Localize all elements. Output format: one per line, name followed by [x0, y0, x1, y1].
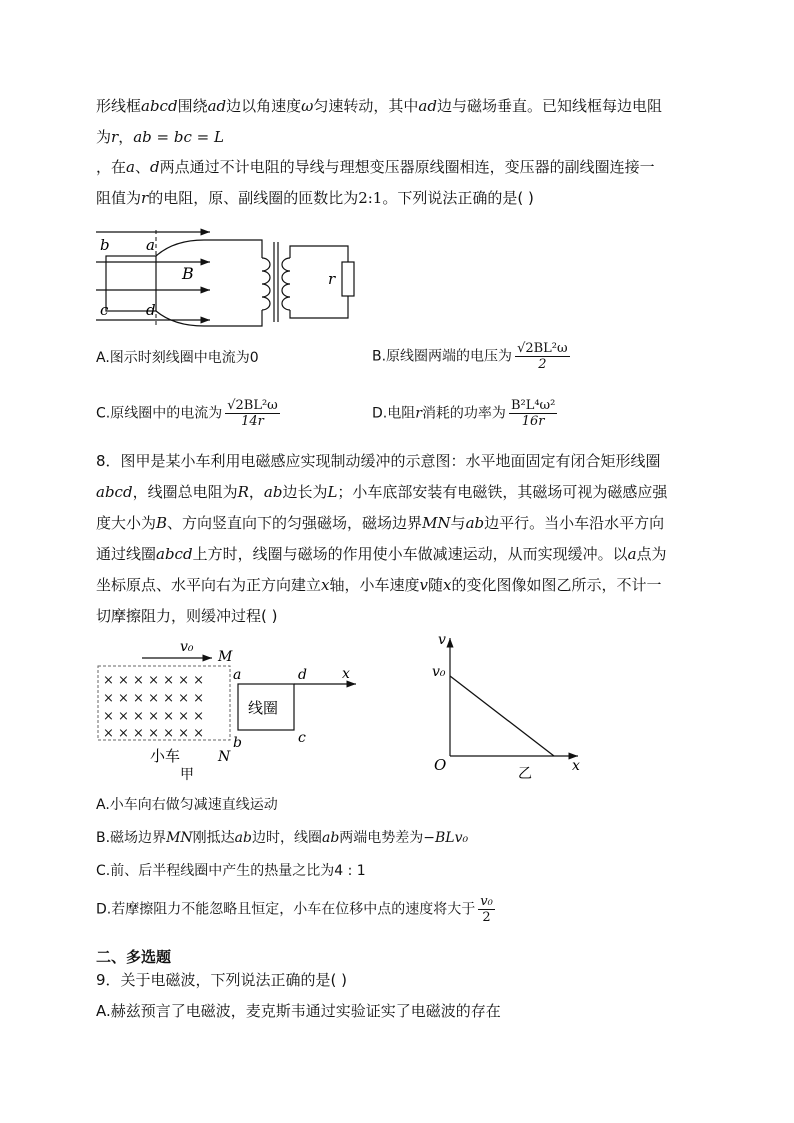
label-B: B: [182, 264, 194, 283]
q8-math: L: [327, 483, 338, 501]
q7-math: 2:1: [358, 189, 383, 207]
q7-math: r: [111, 128, 119, 146]
q9-option-a: [96, 1001, 501, 1021]
fraction-numerator: √2BL²ω: [227, 398, 278, 413]
fraction: [515, 341, 570, 372]
q8-math: abcd: [156, 545, 193, 563]
q8-line-3: [96, 513, 664, 533]
lead-wire-top: [156, 240, 262, 258]
q8-text: ，线圈总电阻为: [132, 483, 238, 501]
q7-text: 的电阻，原、副线圈的匝数比为: [148, 189, 359, 207]
q8-text: 度大小为: [96, 514, 157, 532]
q7-line-1: [96, 96, 662, 116]
fraction: [478, 894, 495, 925]
q8-text: 边平行。当小车沿水平方向: [484, 514, 665, 532]
q7-text: ，在: [96, 158, 127, 176]
label-coil: 线圈: [248, 699, 279, 717]
q8-text: 坐标原点、水平向右为正方向建立: [96, 576, 322, 594]
fraction-numerator: √2BL²ω: [517, 341, 568, 356]
q8-text: 边长为: [282, 483, 328, 501]
fraction-denominator: 16r: [521, 414, 545, 429]
q7-text: 边与磁场垂直。已知线框每边电阻: [436, 97, 662, 115]
fraction-numerator: B²L⁴ω²: [510, 398, 556, 413]
option-text: B.原线圈两端的电压为: [372, 348, 513, 365]
label-c: c: [298, 730, 306, 746]
option-text: C.前、后半程线圈中产生的热量之比为4 : 1: [96, 863, 366, 879]
q7-text: 两点通过不计电阻的导线与理想变压器原线圈相连，变压器的副线圈连接一: [159, 158, 655, 176]
fraction: [509, 398, 557, 429]
label-d: d: [298, 667, 307, 683]
q7-math: r: [141, 189, 149, 207]
option-math: r: [415, 405, 422, 422]
q8-option-c: [96, 861, 366, 881]
label-a: a: [233, 667, 242, 683]
q7-math: ab = bc = L: [133, 128, 224, 146]
q7-line-4: [96, 188, 534, 208]
label-c: c: [100, 301, 109, 319]
q8-math: MN: [422, 514, 451, 532]
q8-line-6: [96, 606, 277, 626]
q7-text: 、: [134, 158, 150, 176]
secondary-wire: [290, 246, 348, 262]
label-v: v: [438, 632, 446, 648]
q7-option-c: [96, 398, 280, 429]
q7-math: ad: [207, 97, 227, 115]
q8-text: 随: [427, 576, 443, 594]
q8-line-2: [96, 482, 667, 502]
option-text: D.电阻: [372, 405, 416, 422]
lead-wire-bottom: [156, 310, 262, 326]
q7-math: abcd: [141, 97, 178, 115]
q8-line-4: [96, 544, 667, 564]
q7-text: 边以角速度: [226, 97, 302, 115]
q8-figure-jia: [94, 636, 366, 784]
q7-option-a: [96, 348, 259, 368]
fraction-denominator: 2: [482, 910, 491, 925]
label-b: b: [233, 735, 242, 751]
label-a: a: [146, 236, 155, 254]
option-text: A.赫兹预言了电磁波，麦克斯韦通过实验证实了电磁波的存在: [96, 1002, 501, 1020]
q8-text: ；小车底部安装有电磁铁，其磁场可视为磁感应强: [337, 483, 668, 501]
label-v0: v₀: [180, 639, 194, 655]
figure-caption-yi: 乙: [518, 766, 532, 782]
q8-math: ab: [263, 483, 283, 501]
q7-math: d: [149, 158, 160, 176]
q8-math: x: [443, 576, 452, 594]
svg-text:× × × × × × ×: × × × × × × ×: [103, 709, 205, 724]
option-math: MN: [166, 830, 193, 846]
label-x: x: [342, 666, 350, 682]
svg-text:× × × × × × ×: × × × × × × ×: [103, 691, 205, 706]
q7-text: 形线框: [96, 97, 142, 115]
q8-math: x: [321, 576, 330, 594]
q8-text: 8．图甲是某小车利用电磁感应实现制动缓冲的示意图：水平地面固定有闭合矩形线圈: [96, 452, 661, 470]
option-text: 两端电势差为: [339, 830, 424, 846]
option-text: C.原线圈中的电流为: [96, 405, 223, 422]
velocity-line: [450, 676, 554, 756]
q8-math: v: [419, 576, 428, 594]
q8-text: 轴，小车速度: [329, 576, 420, 594]
option-text: 消耗的功率为: [421, 405, 506, 422]
q9-text: 9．关于电磁波，下列说法正确的是( ): [96, 971, 348, 989]
svg-text:× × × × × × ×: × × × × × × ×: [103, 726, 205, 741]
option-math: −BLv₀: [423, 830, 469, 846]
fraction-denominator: 14r: [241, 414, 264, 429]
q7-math: ad: [418, 97, 437, 115]
q8-math: R: [237, 483, 249, 501]
resistor: [342, 262, 354, 296]
q8-line-5: [96, 575, 661, 595]
secondary-wire: [290, 296, 348, 318]
option-text: 边时，线圈: [251, 830, 322, 846]
q7-line-3: [96, 157, 655, 177]
q8-text: 切摩擦阻力，则缓冲过程( ): [96, 607, 278, 625]
q8-text: 与: [450, 514, 466, 532]
fraction-denominator: 2: [538, 357, 547, 372]
q7-text: 围绕: [177, 97, 208, 115]
label-N: N: [218, 749, 231, 765]
option-text: A.小车向右做匀减速直线运动: [96, 797, 278, 813]
q9-stem: [96, 970, 347, 990]
label-car: 小车: [150, 747, 181, 765]
field-crosses: [103, 673, 204, 741]
q8-text: 点为: [636, 545, 667, 563]
q8-option-b: [96, 828, 468, 848]
figure-caption-jia: 甲: [180, 767, 194, 783]
label-origin: O: [434, 756, 447, 774]
primary-coil: [262, 258, 270, 310]
option-math: ab: [321, 830, 340, 846]
label-b: b: [100, 236, 110, 254]
q7-text: ，: [118, 128, 134, 146]
fraction: [225, 398, 280, 429]
q8-text: 通过线圈: [96, 545, 157, 563]
option-text: B.磁场边界: [96, 830, 167, 846]
option-text: A.图示时刻线圈中电流为0: [96, 350, 259, 366]
svg-text:× × × × × × ×: × × × × × × ×: [103, 673, 205, 688]
q8-text: ，: [248, 483, 264, 501]
label-M: M: [218, 649, 233, 665]
q8-option-a: [96, 795, 278, 815]
q7-line-2: [96, 127, 224, 147]
q7-text: 阻值为: [96, 189, 142, 207]
q7-option-b: [372, 341, 570, 372]
q7-text: 为: [96, 128, 112, 146]
q8-text: 上方时，线圈与磁场的作用使小车做减速运动，从而实现缓冲。以: [192, 545, 628, 563]
section-heading: 二、多选题: [96, 948, 172, 966]
q8-text: 的变化图像如图乙所示，不计一: [451, 576, 662, 594]
q7-text: 。下列说法正确的是( ): [382, 189, 534, 207]
q8-math: B: [156, 514, 168, 532]
q7-option-d: [372, 398, 557, 429]
q8-line-1: [96, 451, 661, 471]
label-x: x: [572, 758, 580, 774]
q7-transformer-figure: [94, 222, 364, 330]
fraction-numerator: v₀: [480, 894, 493, 909]
secondary-coil: [282, 258, 290, 310]
q7-text: 匀速转动，其中: [313, 97, 419, 115]
q8-figure-yi-chart: [428, 630, 588, 782]
option-text: D.若摩擦阻力不能忽略且恒定，小车在位移中点的速度将大于: [96, 901, 476, 918]
q8-math: abcd: [96, 483, 133, 501]
q7-math: ω: [301, 97, 314, 115]
q7-math: a: [126, 158, 135, 176]
q8-math: ab: [465, 514, 485, 532]
q8-text: 、方向竖直向下的匀强磁场，磁场边界: [167, 514, 423, 532]
label-v0: v₀: [432, 664, 446, 680]
option-math: ab: [234, 830, 252, 846]
q8-option-d: [96, 894, 495, 925]
label-r: r: [328, 270, 336, 288]
q8-math: a: [627, 545, 637, 563]
option-text: 刚抵达: [192, 830, 235, 846]
label-d: d: [146, 301, 156, 319]
